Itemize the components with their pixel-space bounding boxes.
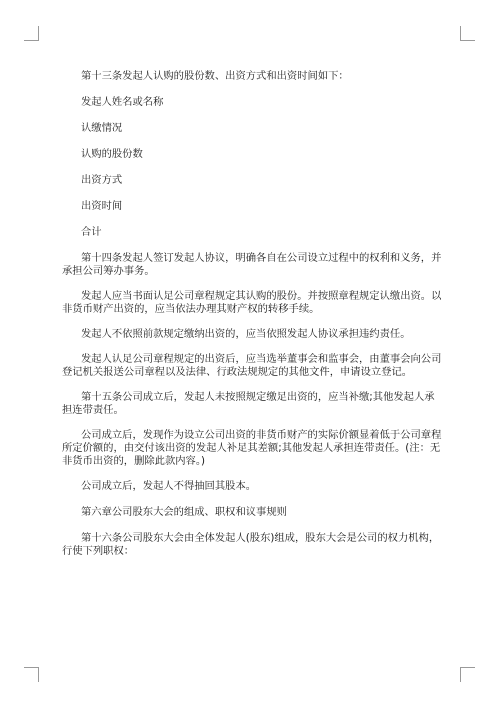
table-field-total: 合计 bbox=[81, 226, 102, 238]
page-corner-mark-top-left bbox=[24, 26, 39, 41]
table-field-contribution-method: 出资方式 bbox=[81, 174, 123, 186]
chapter-6-heading: 第六章公司股东大会的组成、职权和议事规则 bbox=[81, 506, 287, 518]
document-body bbox=[62, 70, 444, 570]
table-field-contribution-time: 出资时间 bbox=[81, 200, 123, 212]
paragraph-subscription-duty: 发起人应当书面认足公司章程规定其认购的股份。并按照章程规定认缴出资。以非货币财产出资的，应当依法办理其财产权的转移手续。 bbox=[62, 290, 442, 315]
paragraph-no-withdrawal: 公司成立后，发起人不得抽回其股本。 bbox=[81, 480, 257, 492]
table-field-share-count: 认购的股份数 bbox=[81, 148, 143, 160]
table-field-founder-name: 发起人姓名或名称 bbox=[81, 96, 164, 108]
article-15-paragraph: 第十五条公司成立后，发起人未按照规定缴足出资的，应当补缴;其他发起人承担连带责任。 bbox=[62, 391, 435, 416]
paragraph-registration: 发起人认足公司章程规定的出资后，应当选举董事会和监事会，由董事会向公司登记机关报送公司章程以及法律、行政法规规定的其他文件，申请设立登记。 bbox=[62, 353, 442, 378]
paragraph-non-monetary-assets: 公司成立后，发现作为设立公司出资的非货币财产的实际价额显着低于公司章程所定价额的，由交付该出资的发起人补足其差额;其他发起人承担连带责任。(注：无非货币出资的，删除此款内容。) bbox=[62, 429, 442, 467]
page-corner-mark-bottom-right bbox=[460, 667, 475, 682]
table-field-subscription: 认缴情况 bbox=[81, 122, 123, 134]
paragraph-breach-liability: 发起人不依照前款规定缴纳出资的，应当依照发起人协议承担违约责任。 bbox=[81, 328, 411, 340]
article-13-heading: 第十三条发起人认购的股份数、出资方式和出资时间如下： bbox=[81, 70, 349, 82]
page-corner-mark-bottom-left bbox=[24, 667, 39, 682]
article-14-paragraph: 第十四条发起人签订发起人协议，明确各自在公司设立过程中的权利和义务，并承担公司筹办事务。 bbox=[62, 252, 442, 277]
page-corner-mark-top-right bbox=[460, 26, 475, 41]
article-16-paragraph: 第十六条公司股东大会由全体发起人(股东)组成，股东大会是公司的权力机构，行使下列职权： bbox=[62, 532, 440, 557]
